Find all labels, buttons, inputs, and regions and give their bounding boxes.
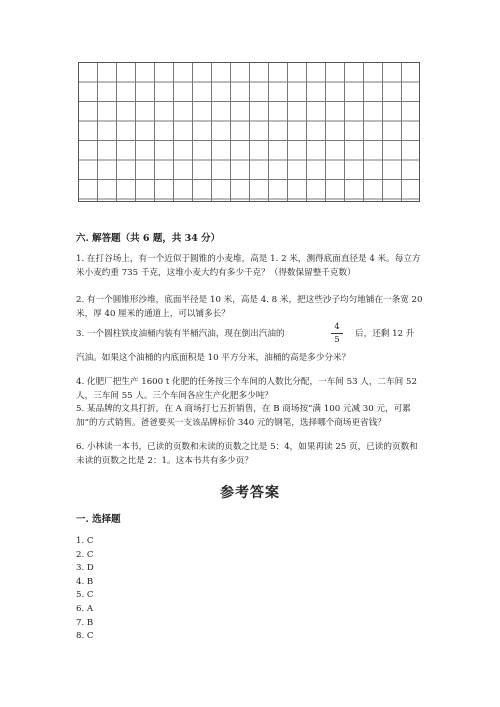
fraction-denominator: 5 (334, 335, 340, 345)
answer-item: 7. B (76, 617, 94, 628)
question-3-part2: 后，还剩 12 升 (355, 329, 415, 339)
answer-item: 4. B (76, 576, 94, 587)
question-5: 5. 某品牌的文具打折，在 A 商场打七五折销售，在 B 商场按“满 100 元减 30 元，可累加”的方式销售。爸爸要买一支该品牌标价 340 元的钢笔，选择哪个商场更省钱？ (76, 404, 411, 428)
answers-title: 参考答案 (220, 485, 280, 501)
question-4: 4. 化肥厂把生产 1600 t 化肥的任务按三个车间的人数比分配，一车间 53 人，二车间 52 人，三车间 55 人。三个车间各应生产化肥多少吨？ (76, 377, 417, 401)
answer-item: 6. A (76, 603, 94, 614)
question-1: 1. 在打谷场上，有一个近似于圆锥的小麦堆，高是 1. 2 米，测得底面直径是 4 米。每立方米小麦约重 735 千克，这堆小麦大约有多少千克？（得数保留整千克数） (76, 254, 421, 278)
answer-item: 8. C (76, 631, 94, 642)
question-6: 6. 小林读一本书，已读的页数和未读的页数之比是 5：4，如果再读 25 页，已读的页数和未读的页数之比是 2：1。这本书共有多少页？ (76, 442, 418, 466)
answers-section-heading: 一. 选择题 (76, 514, 121, 525)
question-2: 2. 有一个圆锥形沙堆，底面半径是 10 米，高是 4. 8 米，把这些沙子均匀地铺在一条宽 20 米，厚 40 厘米的通道上，可以铺多长？ (76, 295, 423, 319)
answer-item: 5. C (76, 590, 94, 601)
answer-item: 2. C (76, 549, 94, 560)
answer-item: 1. C (76, 536, 94, 546)
answer-grid (78, 62, 420, 202)
answer-list (76, 535, 94, 644)
section-heading: 六. 解答题（共 6 题，共 34 分） (76, 233, 221, 244)
fraction-numerator: 4 (334, 322, 340, 332)
fraction (331, 322, 343, 345)
answer-item: 3. D (76, 563, 94, 574)
question-3-part1: 3. 一个圆柱铁皮油桶内装有半桶汽油，现在倒出汽油的 (76, 329, 285, 339)
question-3-part3: 汽油。如果这个油桶的内底面积是 10 平方分米，油桶的高是多少分米？ (76, 353, 351, 363)
